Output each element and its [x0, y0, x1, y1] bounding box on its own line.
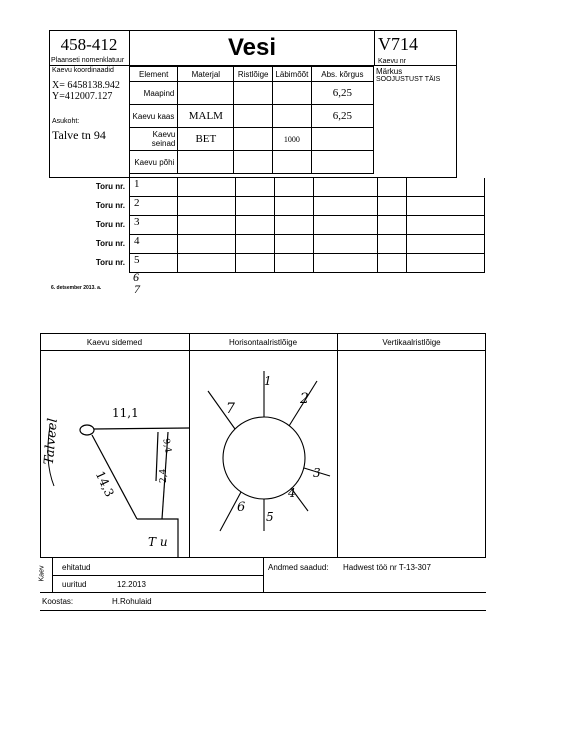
col-vertical-header: Vertikaalristlõige	[382, 338, 441, 347]
map-number-cell	[49, 30, 130, 66]
well-number-label: Kaevu nr	[378, 58, 407, 65]
pipe-num-4: 4	[288, 486, 296, 500]
col-ties-header: Kaevu sidemed	[86, 338, 143, 347]
horizontal-section-sketch	[190, 351, 337, 557]
map-number: 458-412	[60, 35, 118, 54]
table-row	[130, 105, 374, 128]
col-material: Materjal	[178, 67, 234, 82]
side-label: Kaev	[38, 565, 46, 582]
cell-element: Kaevu põhi	[130, 151, 178, 174]
table-row	[130, 128, 374, 151]
date-text: 6. detsember 2013. a.	[51, 285, 102, 291]
street-label: Talveel	[41, 417, 61, 466]
cell-diameter	[273, 151, 312, 174]
cell-height: 6,25	[311, 105, 373, 128]
cell-cross	[234, 82, 273, 105]
source-label: Andmed saadud:	[268, 563, 329, 572]
ties-sketch	[40, 351, 189, 557]
cell-cross	[234, 105, 273, 128]
coordinates-label: Kaevu koordinaadid	[52, 67, 114, 74]
footer-left-divider	[52, 558, 53, 593]
compiled-label: Koostas:	[42, 597, 74, 606]
coord-y: Y=412007.127	[52, 91, 113, 102]
cell-cross	[234, 128, 273, 151]
pipe-num-5: 5	[266, 510, 274, 524]
coord-x: X= 6458138.942	[52, 80, 120, 91]
cell-diameter	[273, 105, 312, 128]
pipe-row	[49, 216, 485, 235]
location-label: Asukoht:	[52, 118, 80, 125]
extra-pipe-6: 6	[133, 270, 139, 284]
compiled-by: H.Rohulaid	[112, 597, 152, 606]
sketch-col-divider-2	[337, 333, 338, 558]
pipe-label: Toru nr.	[95, 239, 125, 248]
cell-diameter: 1000	[273, 128, 312, 151]
cell-height	[311, 151, 373, 174]
built-label: ehitatud	[62, 563, 91, 572]
table-row	[130, 82, 374, 105]
location-value: Talve tn 94	[52, 128, 106, 142]
well-number-cell	[374, 30, 457, 66]
element-table	[129, 66, 374, 174]
extra-pipe-7: 7	[134, 282, 140, 296]
cell-material	[178, 151, 234, 174]
dist-top-label: 11,1	[112, 406, 139, 420]
col-horizontal-header: Horisontaalristlõige	[228, 338, 298, 347]
cell-element: Kaevu seinad	[130, 128, 178, 151]
source-value: Hadwest töö nr T-13-307	[343, 563, 431, 572]
table-row	[130, 151, 374, 174]
pipe-label: Toru nr.	[95, 182, 125, 191]
cell-height: 6,25	[311, 82, 373, 105]
surveyed-date: 12.2013	[117, 580, 146, 589]
pipe-number: 4	[130, 235, 178, 253]
footer-final-line	[40, 610, 486, 611]
pipe-number: 1	[130, 178, 178, 196]
map-number-label: Plaanseti nomenklatuur	[51, 57, 125, 64]
cell-cross	[234, 151, 273, 174]
footer-mid-divider	[263, 558, 264, 593]
house-label: T u	[148, 535, 168, 549]
col-cross: Ristlõige	[234, 67, 273, 82]
cell-element: Kaevu kaas	[130, 105, 178, 128]
remarks-block	[376, 67, 456, 83]
pipe-num-1: 1	[264, 374, 272, 388]
well-number: V714	[378, 34, 418, 54]
page-title: Vesi	[130, 30, 374, 66]
pipe-row	[49, 235, 485, 254]
pipe-row	[49, 178, 485, 197]
coordinates-block	[52, 67, 128, 177]
pipe-label: Toru nr.	[95, 258, 125, 267]
remarks-label: Märkus	[376, 67, 403, 76]
pipe-row	[49, 254, 485, 273]
col-element: Element	[130, 67, 178, 82]
col-height: Abs. kõrgus	[311, 67, 373, 82]
dist-mid-label: 2,4	[159, 468, 169, 483]
pipe-num-7: 7	[226, 401, 235, 417]
remarks-value: SOOJUSTUST TÄIS	[376, 76, 441, 83]
surveyed-label: uuritud	[62, 580, 87, 589]
pipe-label: Toru nr.	[95, 220, 125, 229]
cell-material: MALM	[178, 105, 234, 128]
cell-element: Maapind	[130, 82, 178, 105]
pipe-num-6: 6	[237, 500, 246, 515]
dist-left-label: 14,3	[92, 468, 117, 500]
pipe-number: 5	[130, 254, 178, 272]
pipe-number: 2	[130, 197, 178, 215]
pipe-label: Toru nr.	[95, 201, 125, 210]
well-symbol	[80, 425, 94, 435]
right-label: 9,4	[160, 437, 173, 454]
pipe-num-3: 3	[313, 466, 321, 480]
pipe-num-2: 2	[300, 391, 309, 407]
cell-material: BET	[178, 128, 234, 151]
cell-diameter	[273, 82, 312, 105]
cell-height	[311, 128, 373, 151]
pipe-rows	[49, 178, 485, 273]
footer-mid-line	[52, 575, 263, 576]
pipe-row	[49, 197, 485, 216]
cell-material	[178, 82, 234, 105]
pipe-number: 3	[130, 216, 178, 234]
col-diameter: Läbimõõt	[273, 67, 312, 82]
